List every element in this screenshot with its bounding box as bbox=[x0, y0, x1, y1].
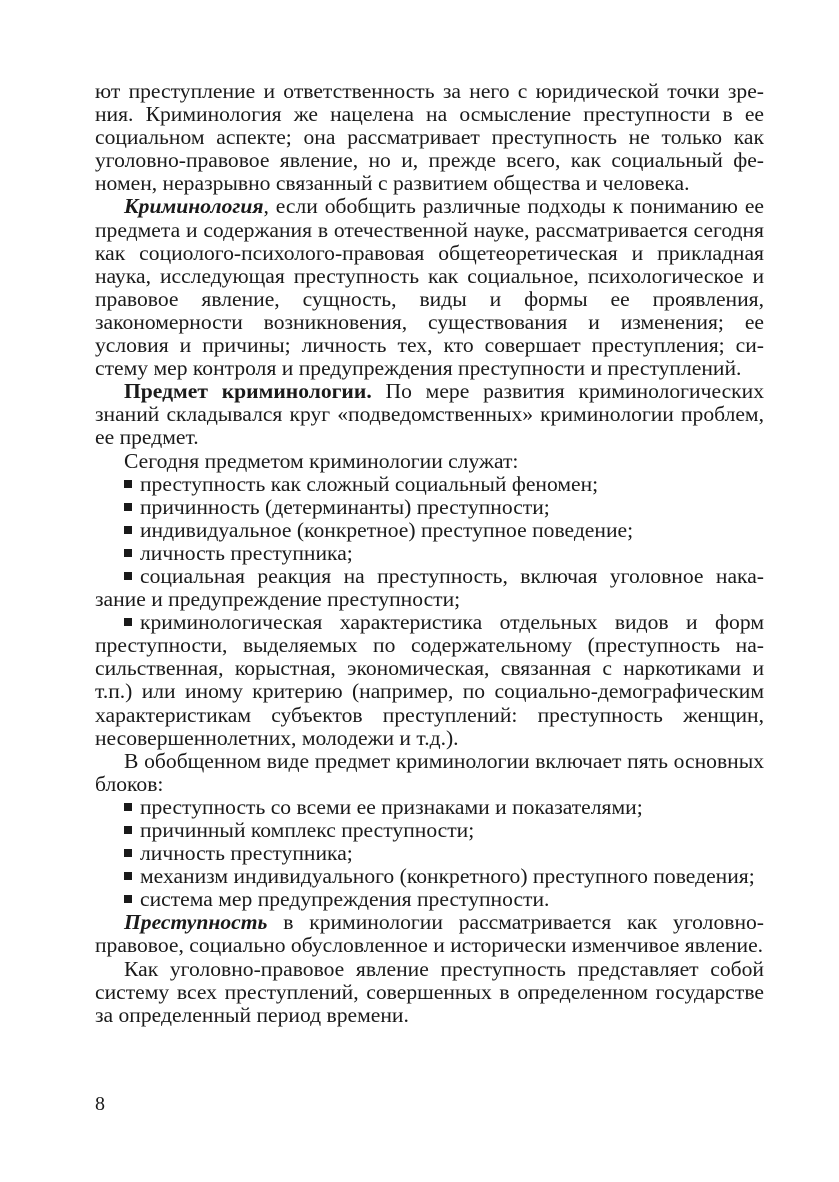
bullet-item bbox=[95, 611, 764, 750]
emphasized-term: Криминология bbox=[124, 194, 264, 219]
paragraph-text: преступность со всеми ее признаками и показателями; bbox=[140, 794, 643, 819]
paragraph-text: механизм индивидуального (конкретного) преступного поведения; bbox=[140, 864, 755, 889]
paragraph bbox=[95, 958, 764, 1027]
paragraph-text: причинный комплекс преступности; bbox=[140, 818, 475, 842]
bullet-item bbox=[95, 819, 764, 842]
bullet-square-icon bbox=[124, 518, 140, 542]
paragraph-text: По мере развития криминологических знаний складывался круг «подведомственных» криминологии проблем, ее предмет. bbox=[95, 379, 765, 450]
bullet-item bbox=[95, 519, 764, 542]
paragraph-text: Сегодня предметом криминологии служат: bbox=[124, 448, 519, 473]
paragraph bbox=[95, 195, 764, 380]
paragraph-text: преступность как сложный социальный феномен; bbox=[140, 471, 599, 496]
paragraph-text: Как уголовно-правовое явление преступность представляет собой систему всех преступлений, совершенных в определенном государстве за определенный период времени. bbox=[95, 956, 764, 1027]
page-body bbox=[95, 80, 764, 1027]
paragraph-text: криминологическая характеристика отдельных видов и форм преступности, выделяемых по содержательному (преступность насильственная, корыстная, экономическая, связанная с наркотиками и т.п.) или иному критерию (например, по социально-демографическим характеристикам субъектов преступлений: преступность женщин, несовершеннолетних, молодежи и т.д.). bbox=[95, 610, 764, 750]
bullet-square-icon bbox=[124, 818, 140, 842]
page-number: 8 bbox=[95, 1093, 105, 1115]
bullet-item bbox=[95, 496, 764, 519]
bullet-square-icon bbox=[124, 795, 140, 819]
paragraph bbox=[95, 80, 764, 195]
bullet-square-icon bbox=[124, 495, 140, 519]
paragraph-text: индивидуальное (конкретное) преступное поведение; bbox=[140, 517, 634, 542]
bullet-square-icon bbox=[124, 610, 140, 634]
bullet-square-icon bbox=[124, 541, 140, 565]
paragraph-text: , если обобщить различные подходы к пониманию ее предмета и содержания в отечественной науке, рассматривается сегодня как социолого-психолого-правовая общетеоретическая и прикладная наука, исследующая преступность как социальное, психологическое и правовое явление, сущность, виды и формы ее проявления, закономерности возникновения, существования и изменения; ее условия и причины; личность тех, кто совершает преступления; систему мер контроля и предупреждения преступности и преступлений. bbox=[95, 194, 764, 381]
paragraph-text: В обобщенном виде предмет криминологии включает пять основных блоков: bbox=[95, 748, 764, 796]
paragraph-text: личность преступника; bbox=[140, 540, 353, 565]
emphasized-term: Преступность bbox=[124, 910, 268, 935]
bullet-item bbox=[95, 542, 764, 565]
paragraph-text: личность преступника; bbox=[140, 841, 353, 866]
bullet-square-icon bbox=[124, 472, 140, 496]
paragraph bbox=[95, 450, 764, 473]
bullet-item bbox=[95, 473, 764, 496]
bullet-square-icon bbox=[124, 841, 140, 865]
bullet-item bbox=[95, 565, 764, 611]
bullet-item bbox=[95, 888, 764, 911]
paragraph-text: причинность (детерминанты) преступности; bbox=[140, 494, 550, 519]
bullet-item bbox=[95, 796, 764, 819]
bullet-square-icon bbox=[124, 887, 140, 911]
paragraph bbox=[95, 750, 764, 796]
emphasized-term: Предмет криминологии. bbox=[124, 379, 372, 404]
paragraph-text: социальная реакция на преступность, включая уголовное наказание и предупреждение преступности; bbox=[95, 563, 764, 612]
bullet-square-icon bbox=[124, 864, 140, 888]
bullet-item bbox=[95, 842, 764, 865]
paragraph-text: ют преступление и ответственность за него с юридической точки зрения. Криминология же нацелена на осмысление преступности в ее социальном аспекте; она рассматривает преступность не только как уголовно-правовое явление, но и, прежде всего, как социальный феномен, неразрывно связанный с развитием общества и человека. bbox=[95, 79, 764, 196]
bullet-item bbox=[95, 865, 764, 888]
paragraph-text: в криминологии рассматривается как уголовно-правовое, социально обусловленное и исторически изменчивое явление. bbox=[95, 910, 764, 958]
paragraph bbox=[95, 380, 764, 449]
paragraph bbox=[95, 911, 764, 957]
bullet-square-icon bbox=[124, 564, 140, 588]
paragraph-text: система мер предупреждения преступности. bbox=[140, 887, 550, 912]
